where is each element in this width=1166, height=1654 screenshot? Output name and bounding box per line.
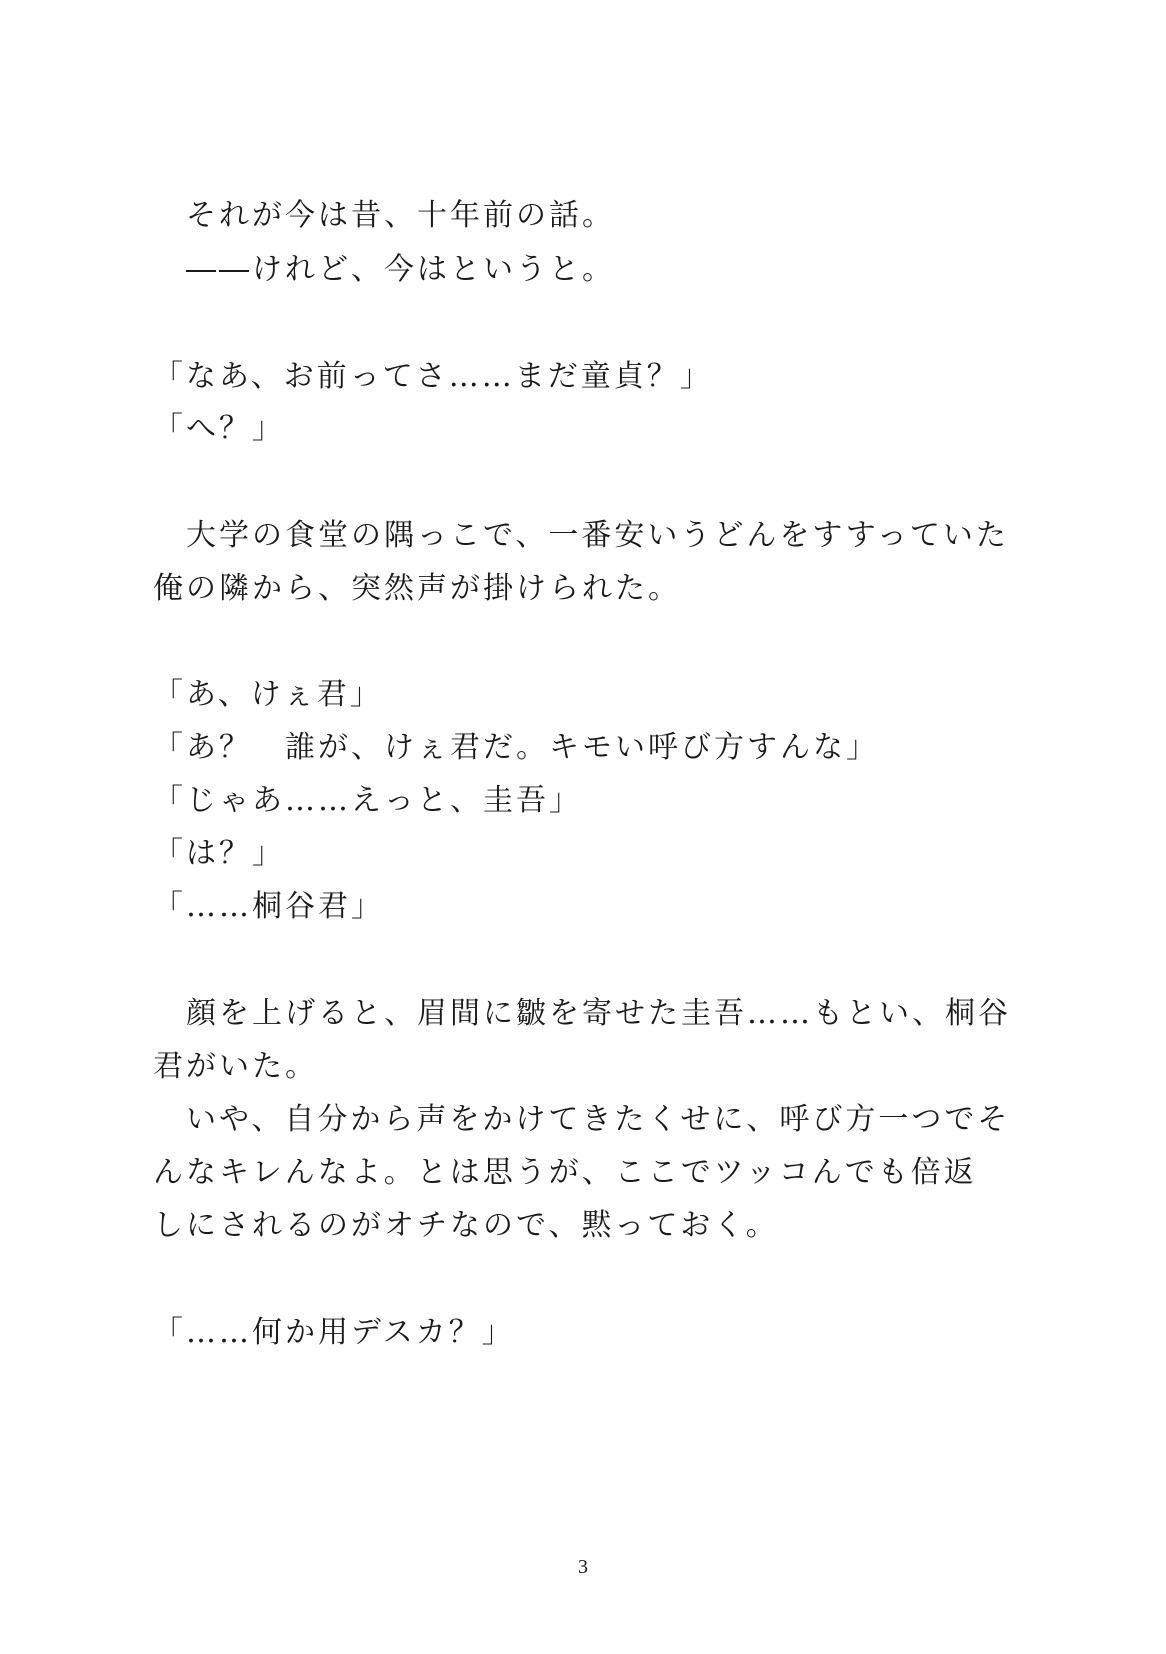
text-line: 「あ？ 誰が、けぇ君だ。キモい呼び方すんな」 — [153, 730, 879, 765]
text-line: 「へ？」 — [153, 411, 285, 446]
text-line: 顔を上げると、眉間に皺を寄せた圭吾……もとい、桐谷 — [153, 996, 1011, 1031]
text-line: 君がいた。 — [153, 1049, 318, 1084]
page-number: 3 — [578, 1556, 588, 1578]
text-line: 「……何か用デスカ？」 — [153, 1315, 515, 1350]
text-line: 「……桐谷君」 — [153, 889, 384, 924]
text-line: 「なあ、お前ってさ……まだ童貞？」 — [153, 359, 713, 394]
text-line: いや、自分から声をかけてきたくせに、呼び方一つでそ — [153, 1102, 1011, 1137]
text-line: んなキレんなよ。とは思うが、ここでツッコんでも倍返 — [153, 1155, 977, 1190]
text-line: 俺の隣から、突然声が掛けられた。 — [153, 571, 681, 606]
text-line: 大学の食堂の隅っこで、一番安いうどんをすすっていた — [153, 518, 1009, 553]
text-line: 「じゃあ……えっと、圭吾」 — [153, 783, 582, 818]
text-line: 「あ、けぇ君」 — [153, 677, 383, 712]
text-line: 「は？」 — [153, 836, 285, 871]
text-line: ――けれど、今はというと。 — [153, 252, 615, 287]
text-line: しにされるのがオチなので、黙っておく。 — [153, 1208, 779, 1243]
text-line: それが今は昔、十年前の話。 — [153, 198, 615, 233]
